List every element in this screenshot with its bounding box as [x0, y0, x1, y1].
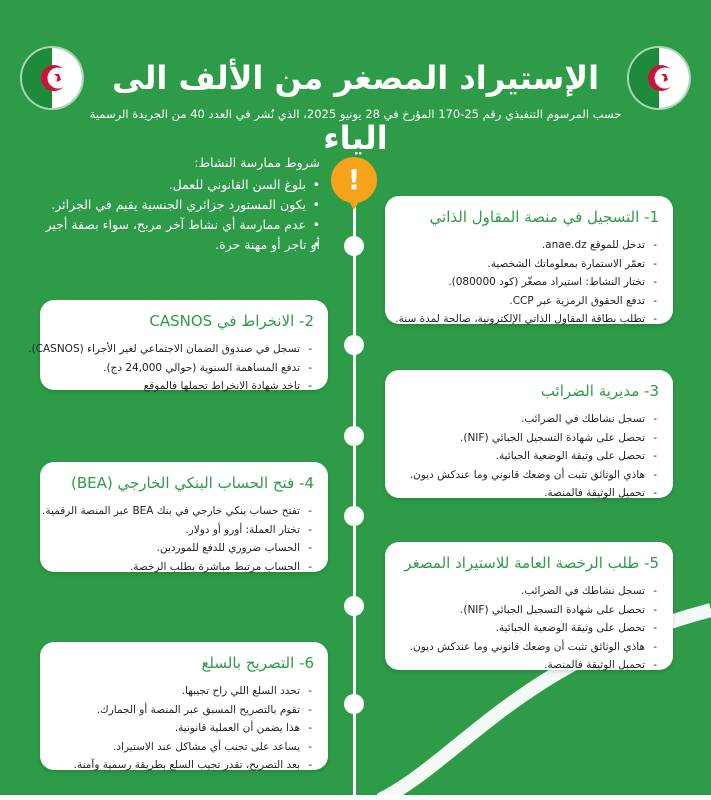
timeline-dot	[344, 236, 364, 256]
list-item: • يكون المستورد جزائري الجنسية يقيم في الجزائر.	[0, 195, 320, 215]
page-title: الإستيراد المصغر من الألف الى الياء	[111, 59, 600, 157]
list-item: - تحصل على شهادة التسجيل الجبائي (NIF).	[399, 601, 659, 620]
step-title: 5- طلب الرخصة العامة للاستيراد المصغر	[404, 554, 659, 572]
list-item: - تختار النشاط: استيراد مصغّر (كود 080000).	[399, 273, 659, 292]
list-item: - الحساب ضروري للدفع للموردين.	[54, 539, 314, 558]
list-item: - هاذي الوثائق تثبت أن وضعك قانوني وما عندكش ديون.	[399, 638, 659, 657]
list-item: - هاذي الوثائق تثبت أن وضعك قانوني وما عندكش ديون.	[399, 466, 659, 485]
list-item: - تاخد شهادة الانخراط تحملها فالموقع	[54, 377, 314, 396]
list-item: - تقوم بالتصريح المسبق عبر المنصة أو الجمارك.	[54, 701, 314, 720]
list-item: - تطلب بطاقة المقاول الذاتي الإلكترونية، صالحة لمدة سنة.	[399, 310, 659, 329]
list-item: • أو تاجر أو مهنة حرة.	[0, 235, 320, 255]
list-item: - تدفع المساهمة السنوية (حوالي 24,000 دج).	[54, 359, 314, 378]
list-item: - تسجل نشاطك في الضرائب.	[399, 410, 659, 429]
list-item: - تحصل على وثيقة الوضعية الجبائية.	[399, 619, 659, 638]
timeline-dot	[344, 506, 364, 526]
list-item: - الحساب مرتبط مباشرة بطلب الرخصة.	[54, 558, 314, 577]
list-item: • بلوغ السن القانوني للعمل.	[0, 175, 320, 195]
list-item: - تحميل الوثيقة فالمنصة.	[399, 656, 659, 675]
list-item: - تدفع الحقوق الرمزية عبر CCP.	[399, 292, 659, 311]
timeline-dot	[344, 694, 364, 714]
list-item: • عدم ممارسة أي نشاط آخر مربح، سواء بصفة أجير	[0, 215, 320, 235]
conditions-heading: شروط ممارسة النشاط:	[194, 155, 320, 170]
step-title: 3- مديرية الضرائب	[540, 382, 659, 400]
list-item: - هذا يضمن أن العملية قانونية.	[54, 719, 314, 738]
list-item: - تختار العملة: أورو أو دولار.	[54, 521, 314, 540]
exclamation-icon: !	[331, 157, 377, 203]
step-title: 1- التسجيل في منصة المقاول الذاتي	[429, 208, 659, 226]
step-card-6	[40, 642, 328, 770]
step-title: 6- التصريح بالسلع	[201, 654, 314, 672]
list-item: - تعمّر الاستمارة بمعلوماتك الشخصية.	[399, 255, 659, 274]
step-title: 2- الانخراط في CASNOS	[149, 312, 314, 330]
step-card-4	[40, 462, 328, 572]
list-item: - تحميل الوثيقة فالمنصة.	[399, 484, 659, 503]
step-card-5	[385, 542, 673, 670]
algeria-flag-icon	[629, 48, 689, 108]
step-card-3	[385, 370, 673, 498]
page-subtitle: حسب المرسوم التنفيذي رقم 25-170 المؤرخ في 28 يونيو 2025، الذي نُشر في العدد 40 من الجريدة الرسمية	[89, 107, 622, 121]
step-card-1	[385, 196, 673, 324]
list-item: - بعد التصريح، تقدر تجيب السلع بطريقة رسمية وآمنة.	[54, 756, 314, 775]
list-item: - يساعد على تجنب أي مشاكل عند الاستيراد.	[54, 738, 314, 757]
list-item: - تحصل على شهادة التسجيل الجبائي (NIF).	[399, 429, 659, 448]
list-item: - تحصل على وثيقة الوضعية الجبائية.	[399, 447, 659, 466]
algeria-flag-icon	[22, 48, 82, 108]
timeline-dot	[344, 335, 364, 355]
timeline-dot	[344, 596, 364, 616]
list-item: - تسجل في صندوق الضمان الاجتماعي لغير الأجراء (CASNOS).	[54, 340, 314, 359]
list-item: - تدخل للموقع anae.dz.	[399, 236, 659, 255]
step-title: 4- فتح الحساب البنكي الخارجي (BEA)	[70, 474, 314, 492]
list-item: - تسجل نشاطك في الضرائب.	[399, 582, 659, 601]
conditions-list	[0, 175, 320, 255]
list-item: - تفتح حساب بنكي خارجي في بنك BEA عبر المنصة الرقمية.	[54, 502, 314, 521]
step-card-2	[28, 300, 328, 392]
list-item: - تحدد السلع اللي راح تجيبها.	[54, 682, 314, 701]
timeline-dot	[344, 426, 364, 446]
